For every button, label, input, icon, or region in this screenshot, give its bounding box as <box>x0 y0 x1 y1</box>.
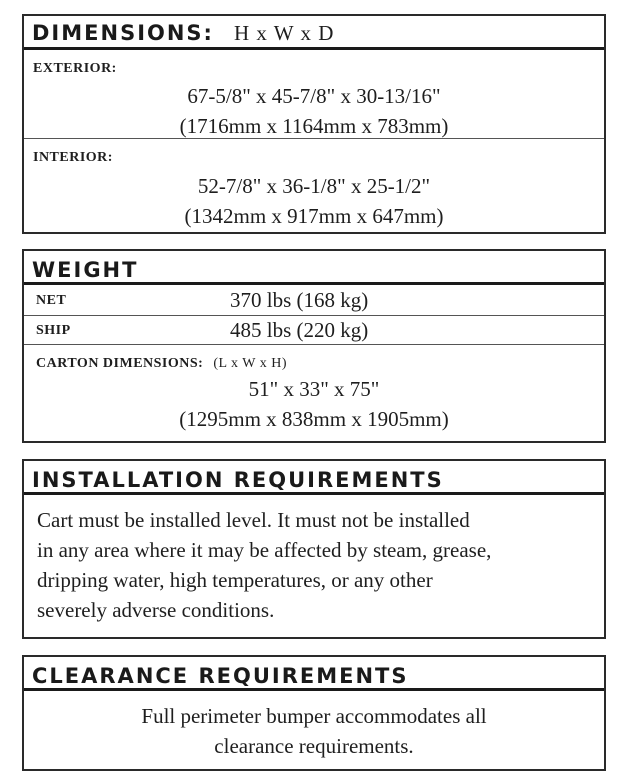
ship-label: SHIP <box>36 323 71 338</box>
installation-line: severely adverse conditions. <box>37 598 275 622</box>
exterior-metric: (1716mm x 1164mm x 783mm) <box>179 114 449 138</box>
clearance-header <box>24 657 604 691</box>
carton-sublabel: (L x W x H) <box>213 356 288 371</box>
carton-row <box>24 345 604 439</box>
installation-title: INSTALLATION REQUIREMENTS <box>32 468 444 492</box>
clearance-text <box>24 701 604 761</box>
interior-metric: (1342mm x 917mm x 647mm) <box>184 204 444 228</box>
exterior-imperial: 67-5/8" x 45-7/8" x 30-13/16" <box>187 84 441 108</box>
carton-label-text: CARTON DIMENSIONS: <box>36 356 204 371</box>
installation-line: dripping water, high temperatures, or any other <box>37 568 433 592</box>
installation-text <box>37 505 594 625</box>
clearance-line: clearance requirements. <box>214 734 414 758</box>
interior-row <box>24 139 604 232</box>
dimensions-title: DIMENSIONS: <box>32 21 214 45</box>
exterior-row <box>24 50 604 139</box>
dimensions-section <box>22 14 606 234</box>
weight-title: WEIGHT <box>32 258 139 282</box>
ship-value: 485 lbs (220 kg) <box>230 318 369 342</box>
carton-label <box>36 357 287 371</box>
carton-imperial: 51" x 33" x 75" <box>248 377 380 401</box>
installation-header <box>24 461 604 495</box>
dimensions-header <box>24 16 604 50</box>
net-value: 370 lbs (168 kg) <box>230 288 369 312</box>
exterior-label: EXTERIOR: <box>33 61 117 76</box>
clearance-line: Full perimeter bumper accommodates all <box>141 704 487 728</box>
net-row <box>24 285 604 316</box>
interior-label: INTERIOR: <box>33 150 113 165</box>
dimensions-subtitle: H x W x D <box>234 21 335 45</box>
ship-row <box>24 316 604 345</box>
installation-line: in any area where it may be affected by steam, grease, <box>37 538 492 562</box>
installation-line: Cart must be installed level. It must not be installed <box>37 508 470 532</box>
interior-imperial: 52-7/8" x 36-1/8" x 25-1/2" <box>197 174 431 198</box>
clearance-section <box>22 655 606 771</box>
weight-header <box>24 251 604 285</box>
installation-section <box>22 459 606 639</box>
weight-section <box>22 249 606 443</box>
net-label: NET <box>36 293 67 308</box>
clearance-title: CLEARANCE REQUIREMENTS <box>32 664 409 688</box>
carton-metric: (1295mm x 838mm x 1905mm) <box>179 407 449 431</box>
